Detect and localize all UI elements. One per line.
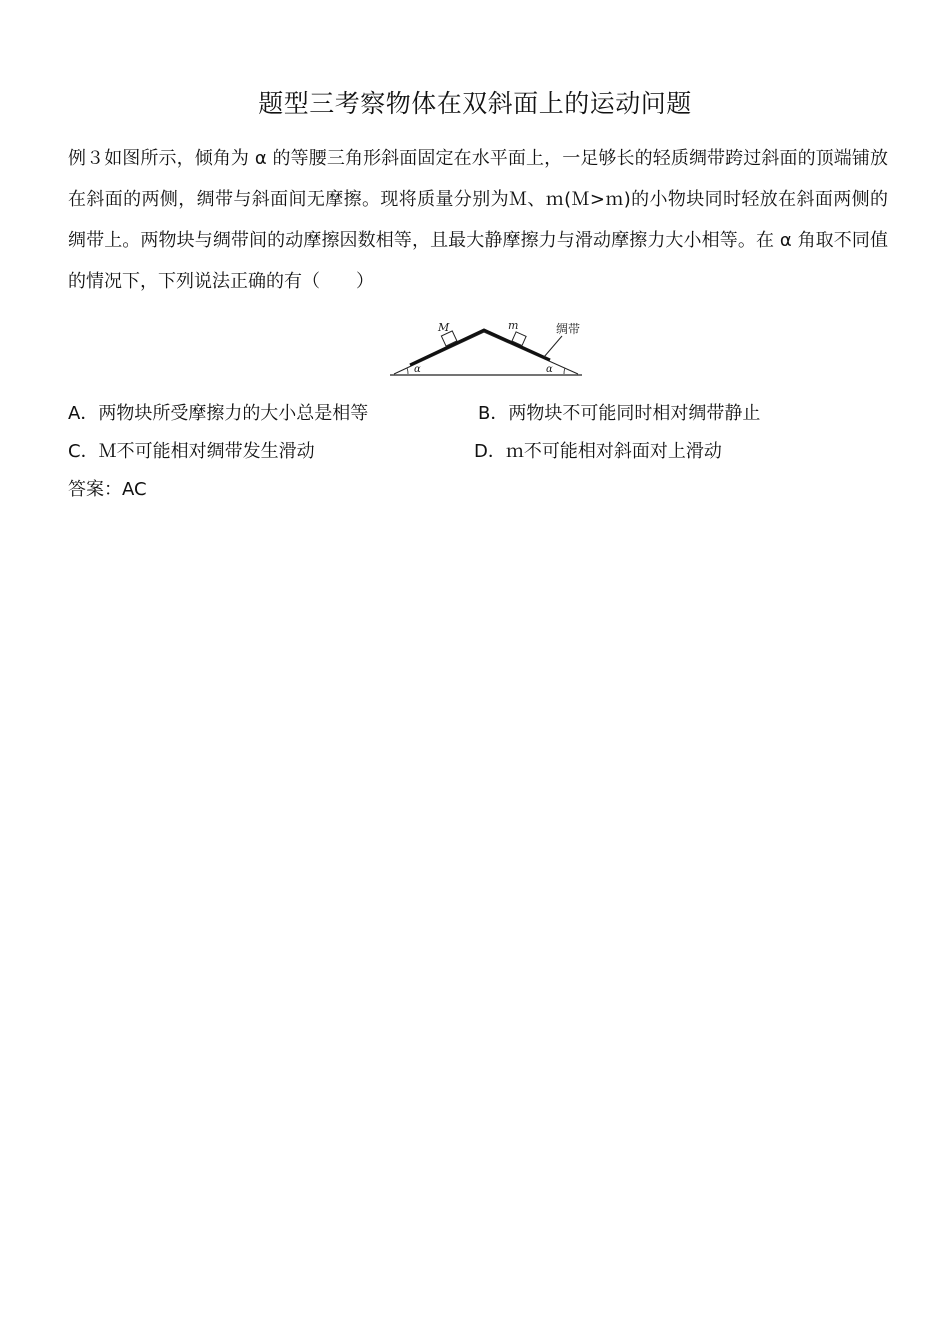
angle-arc-left <box>407 368 408 374</box>
label-m: m <box>508 319 519 332</box>
option-a: A．两物块所受摩擦力的大小总是相等 <box>68 403 369 424</box>
label-silk: 绸带 <box>556 322 581 336</box>
incline-figure <box>388 316 584 380</box>
answer-line: 答案：AC <box>68 479 147 500</box>
label-M: M <box>438 321 450 334</box>
option-d: D．ｍ不可能相对斜面对上滑动 <box>474 441 722 462</box>
angle-arc-right <box>564 368 565 374</box>
silk-ribbon <box>410 330 550 365</box>
option-b: B．两物块不可能同时相对绸带静止 <box>478 403 761 424</box>
option-c: C．Ｍ不可能相对绸带发生滑动 <box>68 441 315 462</box>
question-text: 例３如图所示，倾角为 α 的等腰三角形斜面固定在水平面上，一足够长的轻质绸带跨过斜面的顶端铺放在斜面的两侧，绸带与斜面间无摩擦。现将质量分别为Ｍ、ｍ(Ｍ>ｍ)的小物块同时轻放在斜面两侧的绸带上。两物块与绸带间的动摩擦因数相等，且最大静摩擦力与滑动摩擦力大小相等。在 α 角取不同值的情况下，下列说法正确的有（ ） <box>68 148 888 292</box>
label-alpha-right: α <box>546 364 553 375</box>
left-slope <box>394 332 484 374</box>
page-title: 题型三考察物体在双斜面上的运动问题 <box>258 89 692 118</box>
label-alpha-left: α <box>414 364 421 375</box>
silk-pointer <box>544 336 562 357</box>
